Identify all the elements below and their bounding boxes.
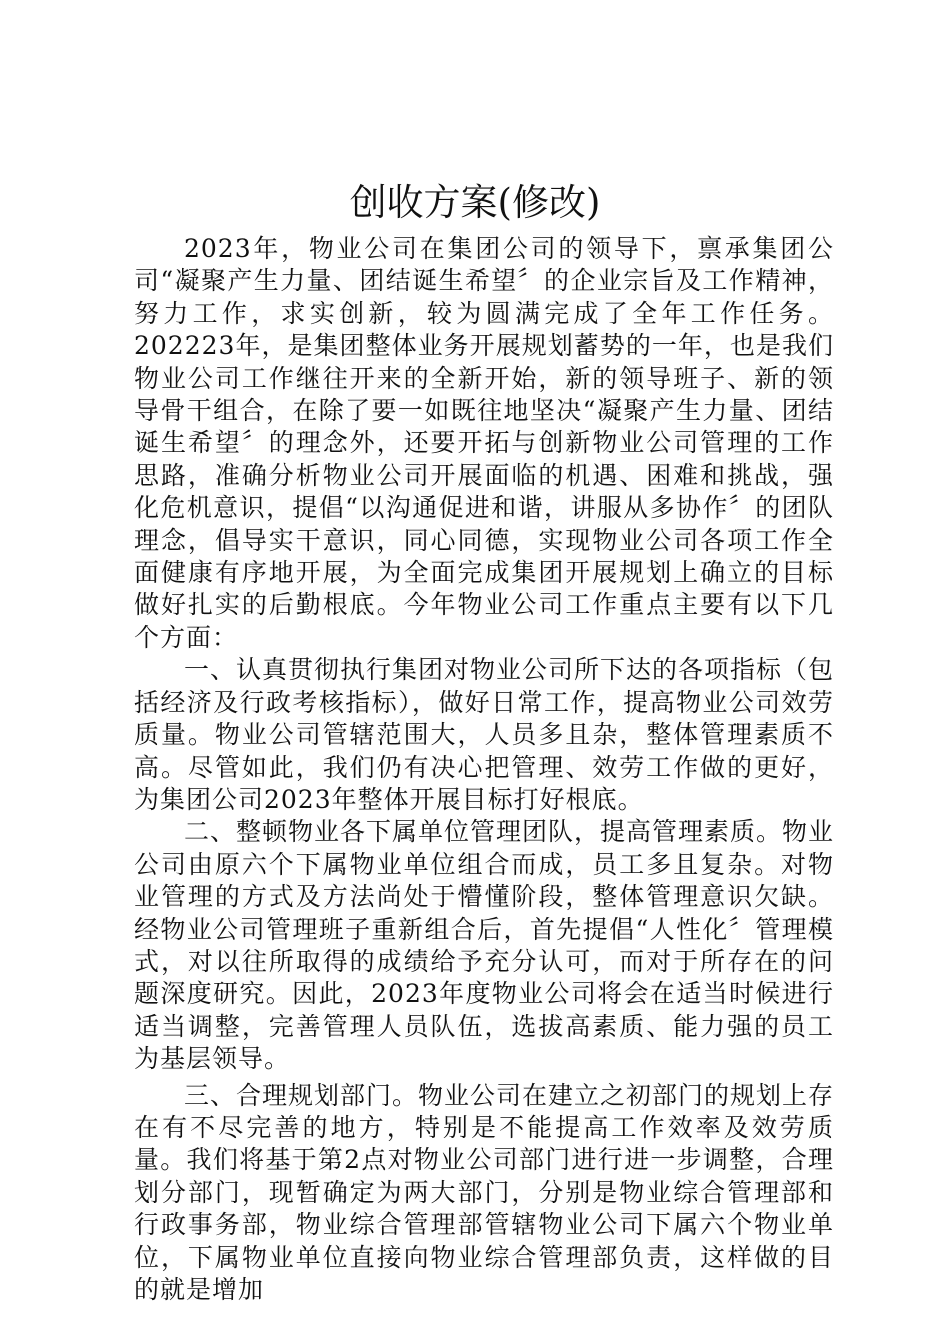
document-body [134, 233, 834, 1306]
paragraph-point-2: 二、整顿物业各下属单位管理团队，提高管理素质。物业公司由原六个下属物业单位组合而成，员工多且复杂。对物业管理的方式及方法尚处于懵懂阶段，整体管理意识欠缺。经物业公司管理班子重新组合后，首先提倡“人性化〞管理模式，对以往所取得的成绩给予充分认可，而对于所存在的问题深度研究。因此，2023年度物业公司将会在适当时候进行适当调整，完善管理人员队伍，选拔高素质、能力强的员工为基层领导。 [134, 817, 835, 1074]
document-title: 创收方案(修改) [349, 181, 601, 224]
paragraph-point-3: 三、合理规划部门。物业公司在建立之初部门的规划上存在有不尽完善的地方，特别是不能提高工作效率及效劳质量。我们将基于第2点对物业公司部门进行进一步调整，合理划分部门，现暂确定为两大部门，分别是物业综合管理部和行政事务部，物业综合管理部管辖物业公司下属六个物业单位，下属物业单位直接向物业综合管理部负责，这样做的目的就是增加 [134, 1080, 835, 1304]
paragraph-intro: 2023年，物业公司在集团公司的领导下，禀承集团公司“凝聚产生力量、团结诞生希望〞的企业宗旨及工作精神，努力工作，求实创新，较为圆满完成了全年工作任务。202223年，是集团整体业务开展规划蓄势的一年，也是我们物业公司工作继往开来的全新开始，新的领导班子、新的领导骨干组合，在除了要一如既往地坚决“凝聚产生力量、团结诞生希望〞的理念外，还要开拓与创新物业公司管理的工作思路，准确分析物业公司开展面临的机遇、困难和挑战，强化危机意识，提倡“以沟通促进和谐，讲服从多协作〞的团队理念，倡导实干意识，同心同德，实现物业公司各项工作全面健康有序地开展，为全面完成集团开展规划上确立的目标做好扎实的后勤根底。今年物业公司工作重点主要有以下几个方面： [134, 234, 834, 652]
paragraph-point-1: 一、认真贯彻执行集团对物业公司所下达的各项指标（包括经济及行政考核指标），做好日常工作，提高物业公司效劳质量。物业公司管辖范围大，人员多且杂，整体管理素质不高。尽管如此，我们仍有决心把管理、效劳工作做的更好，为集团公司2023年整体开展目标打好根底。 [134, 655, 835, 814]
